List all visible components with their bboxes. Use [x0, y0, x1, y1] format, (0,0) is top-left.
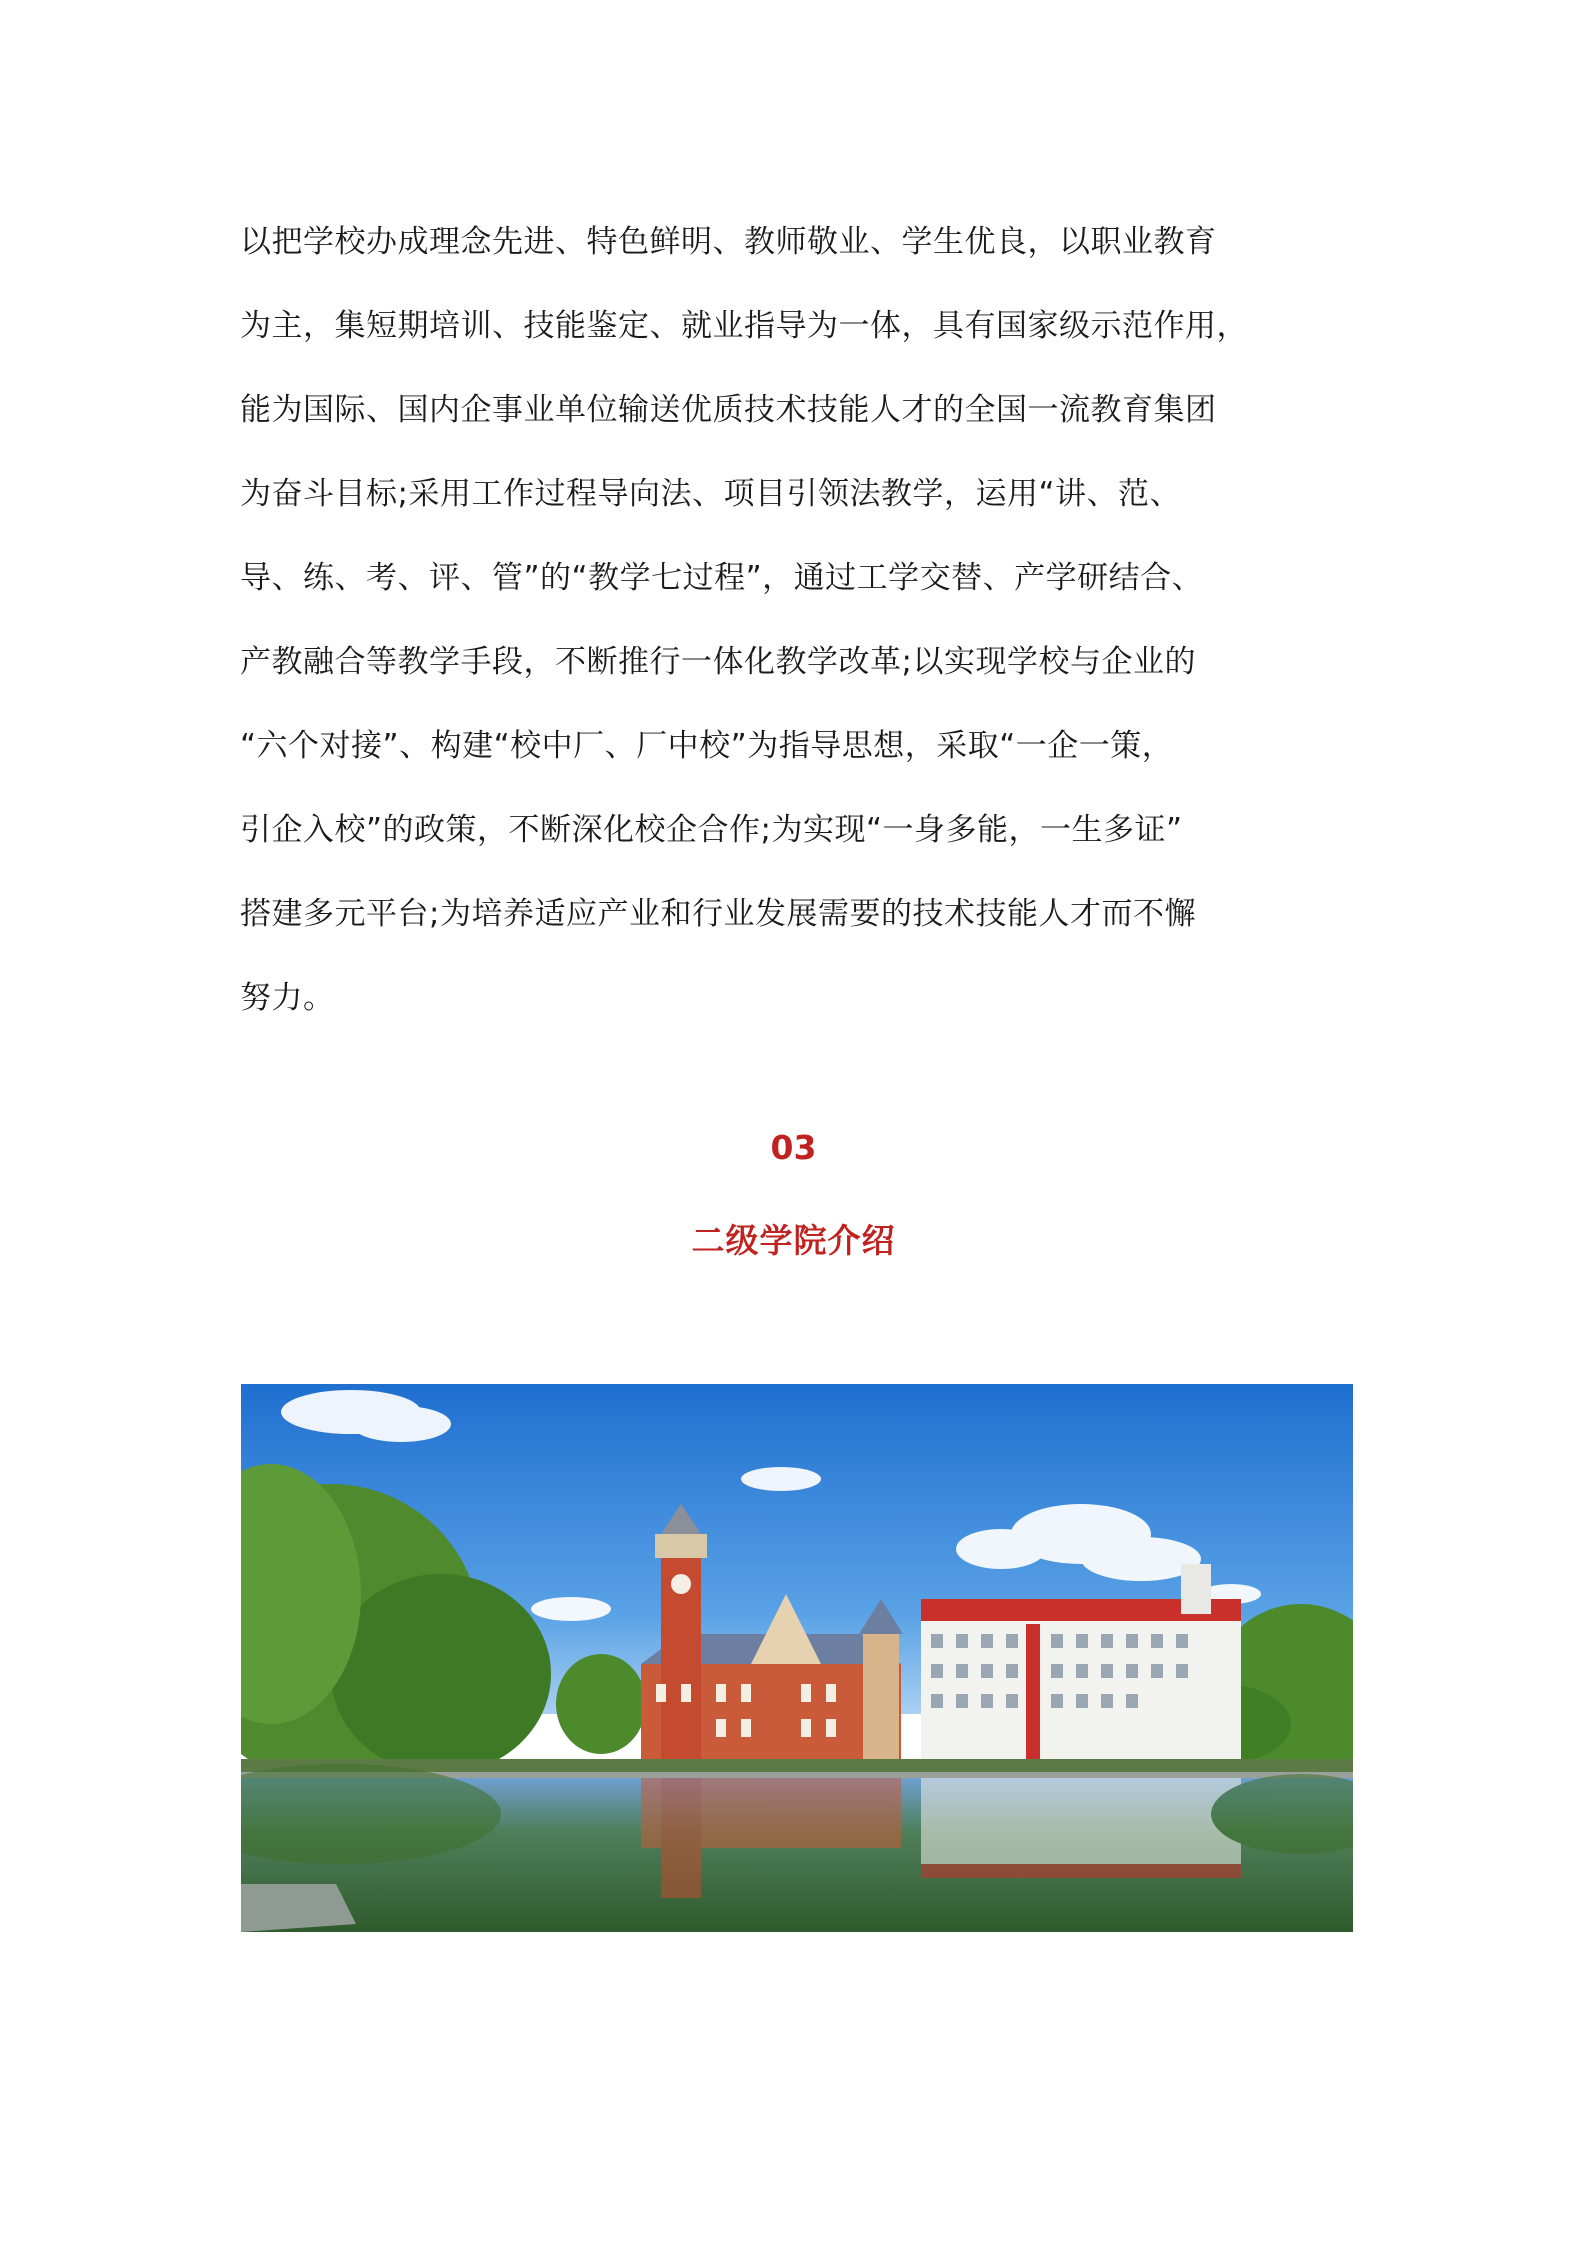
campus-photo	[241, 1384, 1353, 1932]
paragraph-line: 为奋斗目标;采用工作过程导向法、项目引领法教学，运用“讲、范、	[240, 476, 1182, 512]
section-number: 03	[770, 1128, 817, 1167]
paragraph-line: 产教融合等教学手段，不断推行一体化教学改革;以实现学校与企业的	[240, 644, 1196, 680]
campus-photo-illustration	[241, 1384, 1353, 1932]
paragraph-line: 为主，集短期培训、技能鉴定、就业指导为一体，具有国家级示范作用，	[240, 308, 1248, 344]
section-title: 二级学院介绍	[691, 1221, 896, 1260]
paragraph-line: 以把学校办成理念先进、特色鲜明、教师敬业、学生优良，以职业教育	[240, 224, 1217, 260]
paragraph-line: 引企入校”的政策，不断深化校企合作;为实现“一身多能，一生多证”	[240, 812, 1183, 848]
paragraph-line: 搭建多元平台;为培养适应产业和行业发展需要的技术技能人才而不懈	[240, 896, 1196, 932]
paragraph-line: “六个对接”、构建“校中厂、厂中校”为指导思想，采取“一企一策，	[240, 728, 1174, 764]
paragraph-line: 努力。	[240, 980, 335, 1016]
paragraph-line: 能为国际、国内企事业单位输送优质技术技能人才的全国一流教育集团	[240, 392, 1217, 428]
intro-paragraph	[240, 200, 1360, 1040]
paragraph-line: 导、练、考、评、管”的“教学七过程”，通过工学交替、产学研结合、	[240, 560, 1204, 596]
